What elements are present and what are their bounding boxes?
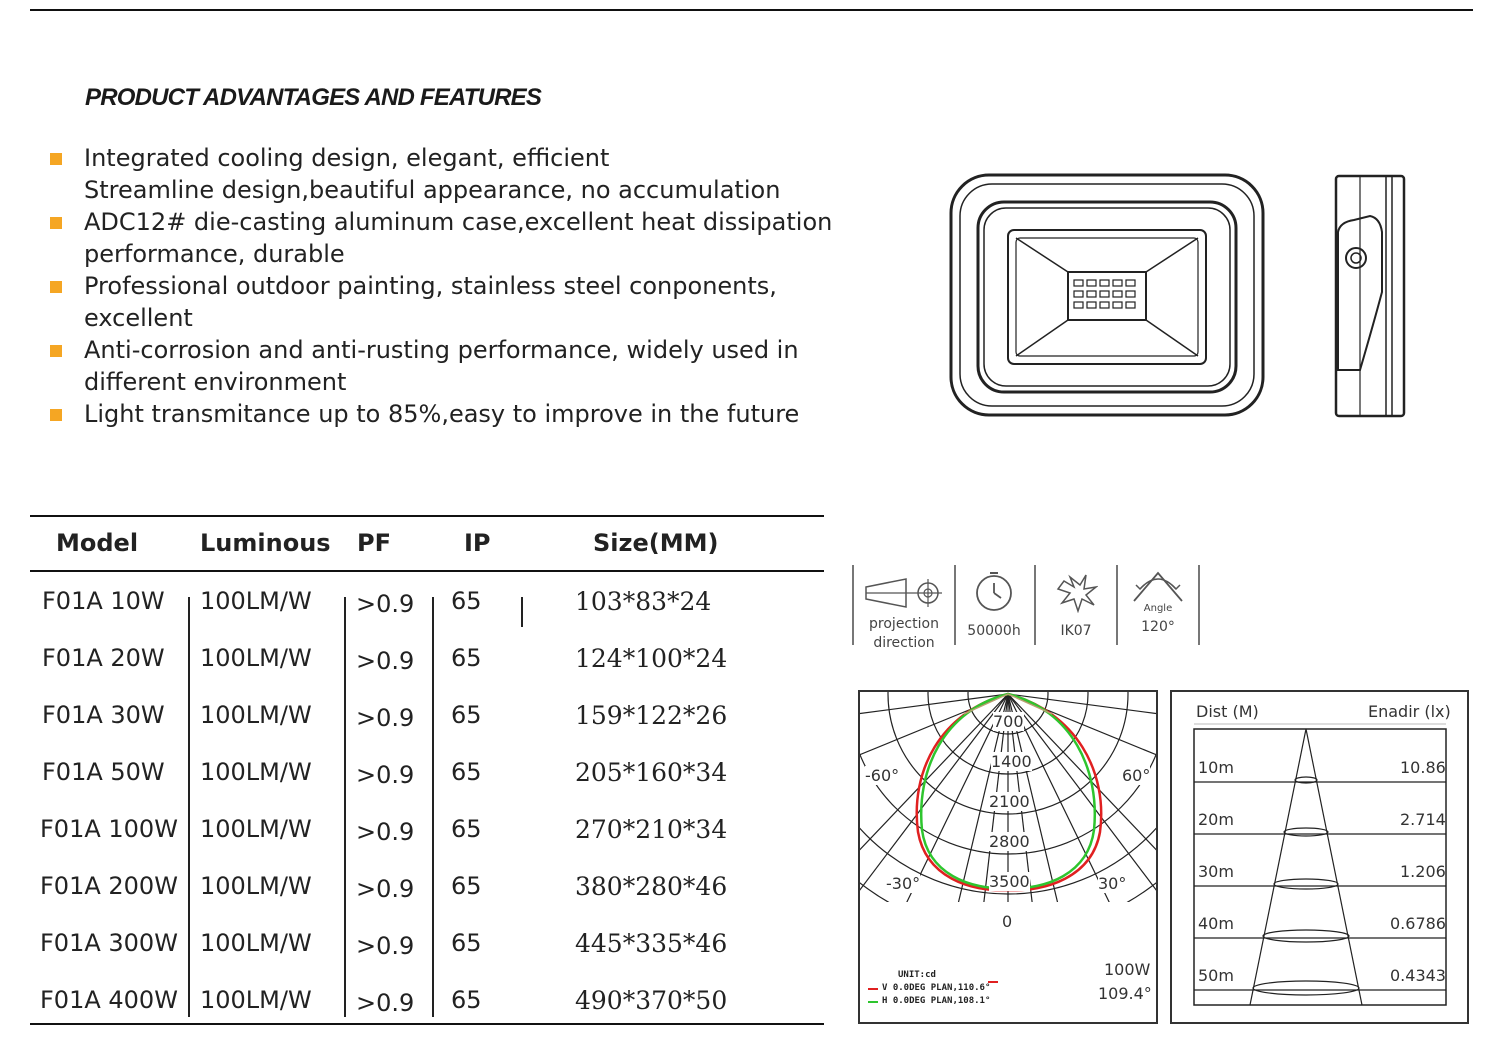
projection-label: projection direction xyxy=(869,616,939,651)
bullet-icon xyxy=(50,409,62,421)
feature-line: Professional outdoor painting, stainless steel conponents, xyxy=(84,272,777,300)
beam-angle-label: 109.4° xyxy=(1098,984,1152,1003)
angle-label: 30° xyxy=(1098,874,1127,893)
cell-ip: 65 xyxy=(451,701,482,729)
cell-model: F01A 400W xyxy=(40,986,178,1014)
ring-label: 2100 xyxy=(989,792,1030,811)
spec-icons xyxy=(852,565,1202,655)
angle-value: 120° xyxy=(1141,619,1175,635)
table-row xyxy=(30,701,824,758)
product-front-view xyxy=(948,172,1268,420)
feature-item xyxy=(48,334,848,398)
clock-icon xyxy=(974,571,1014,613)
impact-icon xyxy=(1056,573,1098,613)
cell-size: 205*160*34 xyxy=(575,758,728,787)
angle-label: 0 xyxy=(1002,912,1013,931)
power-label: 100W xyxy=(1104,960,1151,979)
column-divider xyxy=(344,597,346,1017)
feature-item xyxy=(48,398,848,430)
feature-line: ADC12# die-casting aluminum case,excellent heat dissipation xyxy=(84,208,833,236)
legend-v: V 0.0DEG PLAN,110.6° xyxy=(882,983,991,993)
enadir-header: Enadir (lx) xyxy=(1368,702,1451,721)
cell-pf: >0.9 xyxy=(356,989,415,1017)
cell-pf: >0.9 xyxy=(356,590,415,618)
angle-icon xyxy=(1130,567,1186,603)
feature-line: Anti-corrosion and anti-rusting performance, widely used in xyxy=(84,336,799,364)
cell-model: F01A 50W xyxy=(42,758,165,786)
lux-cell: 0.6786 xyxy=(1390,914,1446,933)
cell-ip: 65 xyxy=(451,815,482,843)
dist-cell: 10m xyxy=(1198,758,1234,777)
table-row xyxy=(30,872,824,929)
column-divider xyxy=(521,597,523,627)
cell-ip: 65 xyxy=(451,758,482,786)
cell-size: 124*100*24 xyxy=(575,644,728,673)
cell-luminous: 100LM/W xyxy=(200,758,312,786)
cell-size: 103*83*24 xyxy=(575,587,712,616)
cell-luminous: 100LM/W xyxy=(200,986,312,1014)
cell-ip: 65 xyxy=(451,872,482,900)
spec-table xyxy=(30,515,824,1027)
cell-model: F01A 300W xyxy=(40,929,178,957)
angle-label: -30° xyxy=(886,874,921,893)
header-ip: IP xyxy=(464,529,491,557)
table-row xyxy=(30,929,824,986)
table-row xyxy=(30,758,824,815)
product-side-view xyxy=(1330,172,1410,420)
ik-label: IK07 xyxy=(1060,623,1092,639)
features-list xyxy=(48,142,848,430)
cell-pf: >0.9 xyxy=(356,818,415,846)
cell-size: 380*280*46 xyxy=(575,872,728,901)
cell-model: F01A 30W xyxy=(42,701,165,729)
projection-icon-box xyxy=(852,565,956,651)
feature-line: excellent xyxy=(84,304,193,332)
cell-luminous: 100LM/W xyxy=(200,644,312,672)
header-model: Model xyxy=(56,529,139,557)
lux-cell: 1.206 xyxy=(1400,862,1446,881)
lifetime-label: 50000h xyxy=(967,623,1021,639)
angle-icon-box xyxy=(1118,565,1200,645)
header-pf: PF xyxy=(357,529,391,557)
top-rule xyxy=(30,9,1473,11)
cell-luminous: 100LM/W xyxy=(200,929,312,957)
dist-cell: 30m xyxy=(1198,862,1234,881)
cell-pf: >0.9 xyxy=(356,761,415,789)
table-row xyxy=(30,587,824,644)
table-bottom-rule xyxy=(30,1023,824,1025)
feature-item xyxy=(48,142,848,206)
feature-line: Light transmitance up to 85%,easy to improve in the future xyxy=(84,400,800,428)
feature-line: different environment xyxy=(84,368,347,396)
ring-label: 1400 xyxy=(991,752,1032,771)
cell-luminous: 100LM/W xyxy=(200,815,312,843)
polar-distribution-chart xyxy=(858,690,1158,1024)
feature-item xyxy=(48,270,848,334)
bullet-icon xyxy=(50,281,62,293)
bullet-icon xyxy=(50,345,62,357)
cell-luminous: 100LM/W xyxy=(200,872,312,900)
column-divider xyxy=(188,597,190,1017)
cell-model: F01A 100W xyxy=(40,815,178,843)
cell-size: 159*122*26 xyxy=(575,701,728,730)
table-header-rule xyxy=(30,570,824,572)
ring-label: 2800 xyxy=(989,832,1030,851)
table-row xyxy=(30,815,824,872)
cell-pf: >0.9 xyxy=(356,932,415,960)
cell-ip: 65 xyxy=(451,929,482,957)
cell-ip: 65 xyxy=(451,986,482,1014)
cell-luminous: 100LM/W xyxy=(200,587,312,615)
section-heading: PRODUCT ADVANTAGES AND FEATURES xyxy=(85,84,542,111)
angle-label: 60° xyxy=(1122,766,1151,785)
cell-pf: >0.9 xyxy=(356,647,415,675)
bullet-icon xyxy=(50,217,62,229)
column-divider xyxy=(432,597,434,1017)
cell-ip: 65 xyxy=(451,587,482,615)
cell-size: 270*210*34 xyxy=(575,815,728,844)
dist-cell: 20m xyxy=(1198,810,1234,829)
cell-model: F01A 20W xyxy=(42,644,165,672)
ik-icon-box xyxy=(1036,565,1118,645)
lifetime-icon-box xyxy=(954,565,1036,645)
legend-h: H 0.0DEG PLAN,108.1° xyxy=(882,996,991,1006)
lux-cell: 2.714 xyxy=(1400,810,1446,829)
table-row xyxy=(30,644,824,701)
cell-luminous: 100LM/W xyxy=(200,701,312,729)
ring-label: 700 xyxy=(993,712,1024,731)
dist-header: Dist (M) xyxy=(1196,702,1259,721)
angle-label: -60° xyxy=(865,766,900,785)
cell-ip: 65 xyxy=(451,644,482,672)
ring-label: 3500 xyxy=(989,872,1030,891)
cell-size: 445*335*46 xyxy=(575,929,728,958)
dist-cell: 50m xyxy=(1198,966,1234,985)
lux-cell: 0.4343 xyxy=(1390,966,1446,985)
projection-direction-icon xyxy=(862,573,946,613)
dist-cell: 40m xyxy=(1198,914,1234,933)
header-size: Size(MM) xyxy=(593,529,719,557)
unit-label: UNIT:cd xyxy=(898,970,936,980)
cell-model: F01A 10W xyxy=(42,587,165,615)
bullet-icon xyxy=(50,153,62,165)
cell-size: 490*370*50 xyxy=(575,986,728,1015)
header-luminous: Luminous xyxy=(200,529,331,557)
cell-pf: >0.9 xyxy=(356,704,415,732)
cell-pf: >0.9 xyxy=(356,875,415,903)
feature-line: Streamline design,beautiful appearance, no accumulation xyxy=(84,176,781,204)
feature-line: performance, durable xyxy=(84,240,345,268)
feature-line: Integrated cooling design, elegant, efficient xyxy=(84,144,610,172)
table-row xyxy=(30,986,824,1043)
illuminance-chart xyxy=(1170,690,1469,1024)
angle-caption: Angle xyxy=(1143,603,1173,614)
table-top-rule xyxy=(30,515,824,517)
cell-model: F01A 200W xyxy=(40,872,178,900)
feature-item xyxy=(48,206,848,270)
lux-cell: 10.86 xyxy=(1400,758,1446,777)
